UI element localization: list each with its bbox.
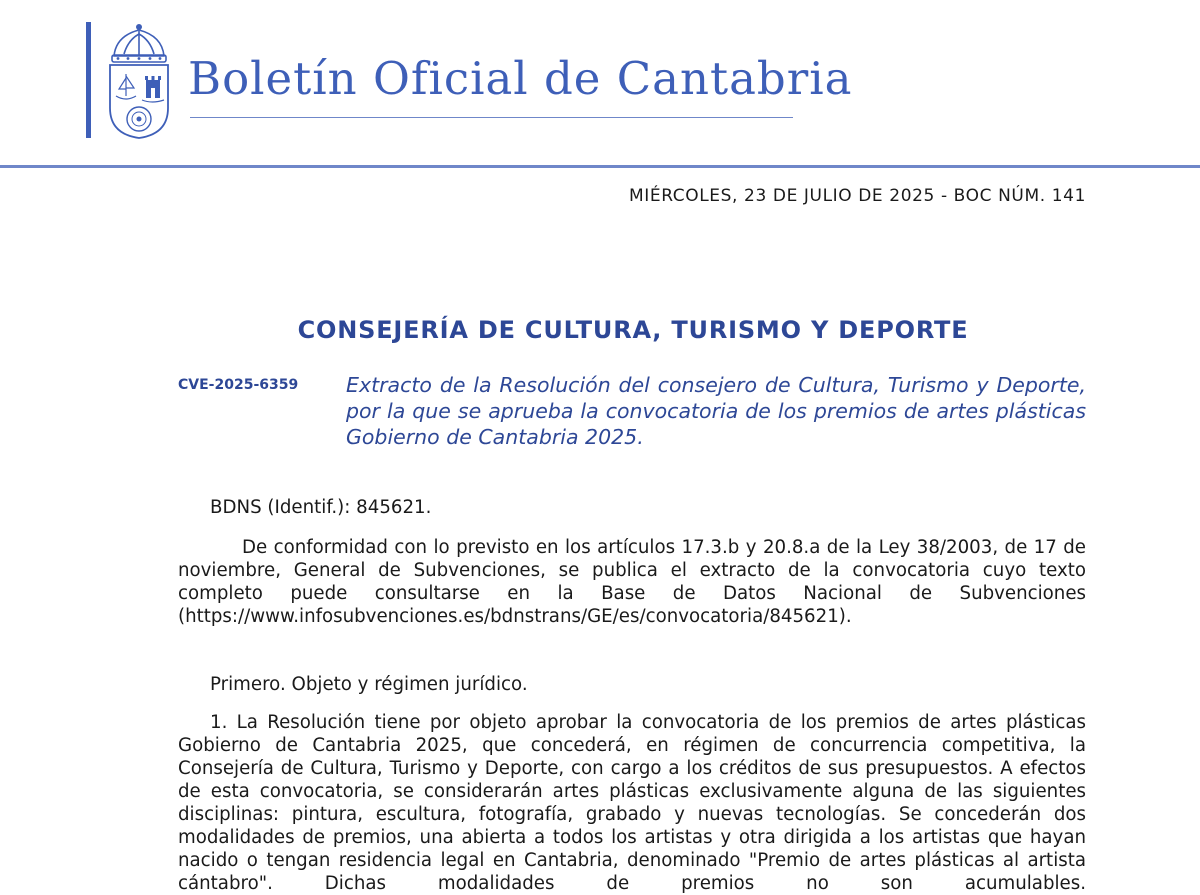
- section-paragraph-text: 1. La Resolución tiene por objeto aprobar la convocatoria de los premios de artes plásticas Gobierno de Cantabria 2025, que concederá, en régimen de concurrencia competitiva, la Consejería de Cultura, Turismo y Deporte, con cargo a los créditos de sus presupuestos. A efectos de esta convocatoria, se considerarán artes plásticas exclusivamente alguna de las siguientes disciplinas: pintura, escultura, fotografía, grabado y nuevas tecnologías. Se concederán dos modalidades de premios, una abierta a todos los artistas y otra dirigida a los artistas que hayan nacido o tengan residencia legal en Cantabria, denominado "Premio de artes plásticas al artista cántabro". Dichas modalidades de premios no son acumulables.: [178, 712, 1086, 894]
- intro-paragraph: [178, 536, 1086, 628]
- header-divider: [0, 165, 1200, 168]
- cantabria-coat-of-arms-icon: [104, 22, 174, 140]
- bdns-identifier: BDNS (Identif.): 845621.: [210, 497, 432, 518]
- bulletin-title: Boletín Oficial de Cantabria: [188, 52, 853, 105]
- issue-date-line: MIÉRCOLES, 23 DE JULIO DE 2025 - BOC NÚM. 141: [629, 186, 1086, 206]
- section-paragraph: [178, 711, 1086, 895]
- intro-paragraph-text: De conformidad con lo previsto en los artículos 17.3.b y 20.8.a de la Ley 38/2003, de 17 de noviembre, General de Subvenciones, se publica el extracto de la convocatoria cuyo texto completo puede consultarse en la Base de Datos Nacional de Subvenciones (https://www.infosubvenciones.es/bdnstrans/GE/es/convocatoria/845621).: [178, 537, 1086, 627]
- masthead-accent-bar: [86, 22, 91, 138]
- section-heading: Primero. Objeto y régimen jurídico.: [210, 674, 528, 695]
- title-underline: [190, 117, 793, 118]
- cve-code: CVE-2025-6359: [178, 377, 299, 393]
- department-heading: CONSEJERÍA DE CULTURA, TURISMO Y DEPORTE: [297, 316, 969, 344]
- extract-title: Extracto de la Resolución del consejero de Cultura, Turismo y Deporte, por la que se aprueba la convocatoria de los premios de artes plásticas Gobierno de Cantabria 2025.: [346, 373, 1086, 449]
